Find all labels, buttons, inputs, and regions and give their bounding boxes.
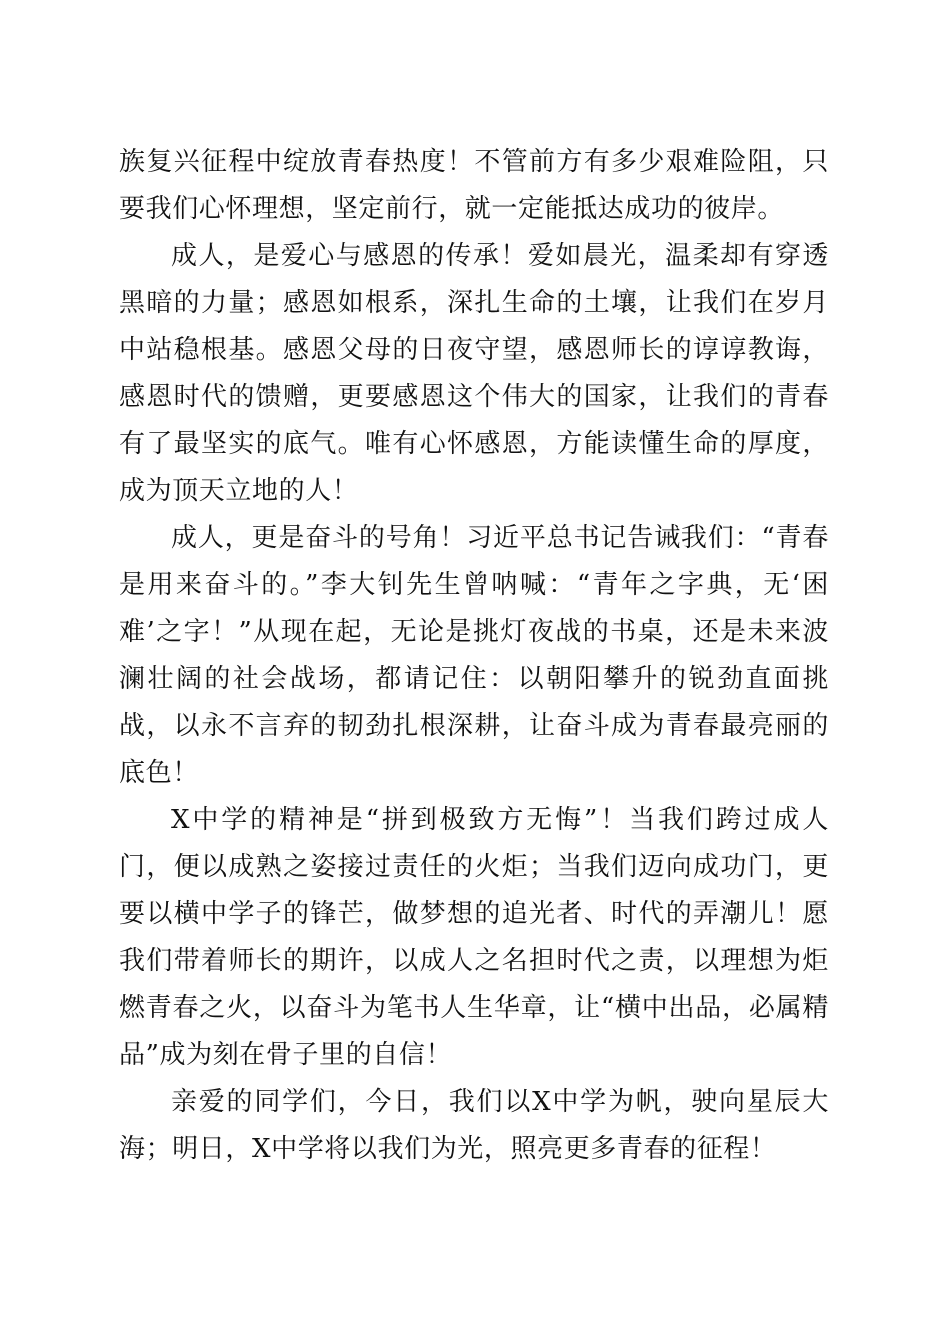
paragraph-closing: 亲爱的同学们，今日，我们以X中学为帆，驶向星辰大海；明日，X中学将以我们为光，照亮更多青春的征程！ — [119, 1087, 829, 1164]
paragraph-struggle: 成人，更是奋斗的号角！习近平总书记告诫我们：“青春是用来奋斗的。”李大钊先生曾呐喊：“青年之字典，无‘困难’之字！”从现在起，无论是挑灯夜战的书桌，还是未来波澜壮阔的社会战场，都请记住：以朝阳攀升的锐劲直面挑战，以永不言弃的韧劲扎根深耕，让奋斗成为青春最亮丽的底色！ — [119, 523, 829, 788]
paragraph-school-spirit: X中学的精神是“拼到极致方无悔”！当我们跨过成人门，便以成熟之姿接过责任的火炬；当我们迈向成功门，更要以横中学子的锋芒，做梦想的追光者、时代的弄潮儿！愿我们带着师长的期许，以成人之名担时代之责，以理想为炬燃青春之火，以奋斗为笔书人生华章，让“横中出品，必属精品”成为刻在骨子里的自信！ — [119, 805, 829, 1070]
paragraph-continuation: 族复兴征程中绽放青春热度！不管前方有多少艰难险阻，只要我们心怀理想，坚定前行，就一定能抵达成功的彼岸。 — [119, 147, 829, 224]
document-page — [119, 139, 829, 1173]
paragraph-gratitude: 成人，是爱心与感恩的传承！爱如晨光，温柔却有穿透黑暗的力量；感恩如根系，深扎生命的土壤，让我们在岁月中站稳根基。感恩父母的日夜守望，感恩师长的谆谆教诲，感恩时代的馈赠，更要感恩这个伟大的国家，让我们的青春有了最坚实的底气。唯有心怀感恩，方能读懂生命的厚度，成为顶天立地的人！ — [119, 241, 829, 506]
